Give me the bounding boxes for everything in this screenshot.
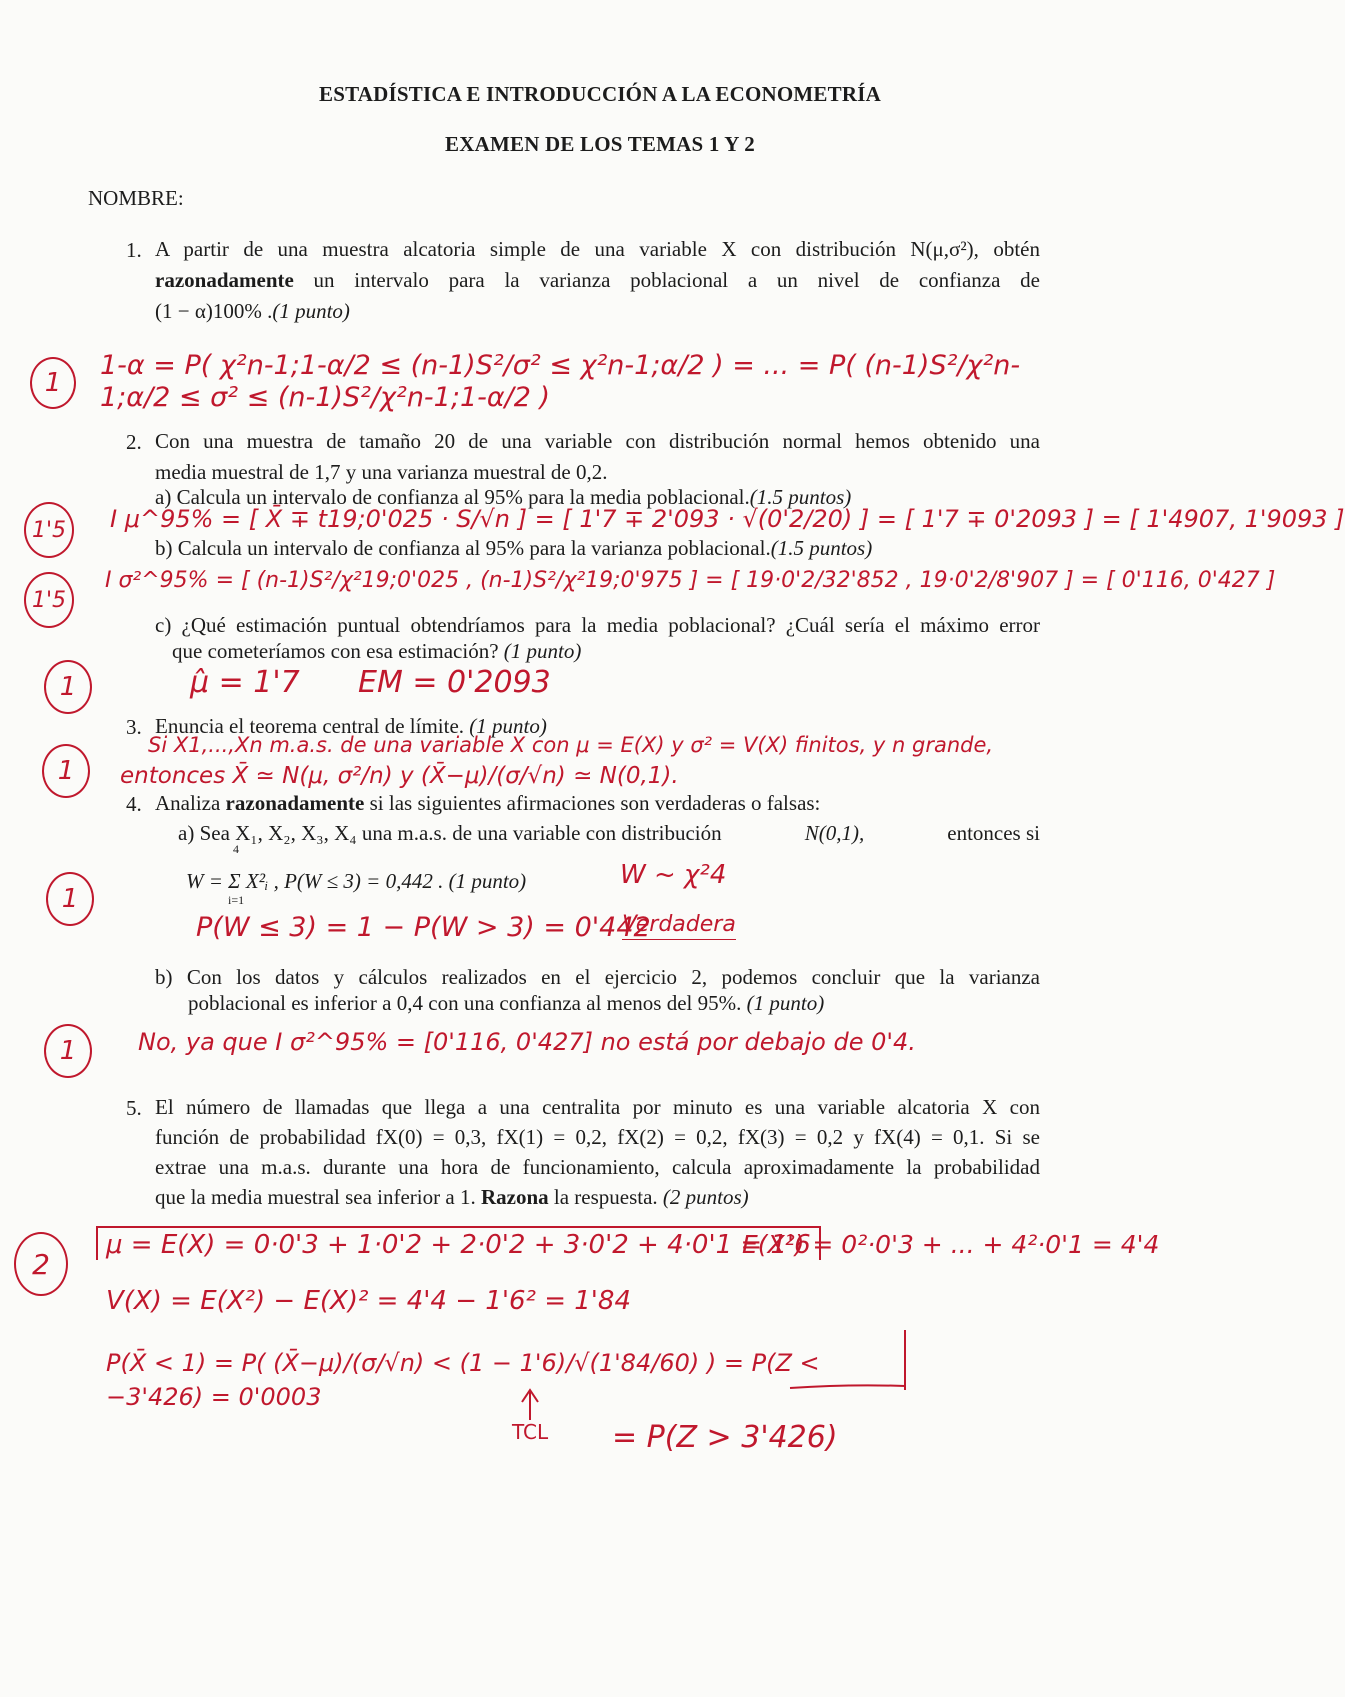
q2b-points: (1.5 puntos)	[770, 536, 873, 560]
q4a-score-circle: 1	[46, 872, 94, 926]
q1-text-line1: A partir de una muestra alcatoria simple de una variable X con distribución N(μ,σ²), obtén	[155, 237, 1040, 261]
q2b-answer: I σ²^95% = [ (n-1)S²/χ²19;0'025 , (n-1)S²/χ²19;0'975 ] = [ 19·0'2/32'852 , 19·0'2/8'907 ] = [ 0'116, 0'427 ]	[105, 568, 1276, 593]
q3-number: 3.	[126, 715, 142, 739]
q2a-statement: a) Calcula un intervalo de confianza al 95% para la media poblacional.	[155, 485, 750, 509]
q5-answer-tcl: TCL	[512, 1420, 549, 1444]
q4a-points: (1 punto)	[448, 869, 527, 893]
q4a-sum-top: 4	[233, 842, 239, 856]
q1-bold: razonadamente	[155, 268, 294, 292]
q5-answer-mean: μ = E(X) = 0·0'3 + 1·0'2 + 2·0'2 + 3·0'2 + 4·0'1 = 1'6	[96, 1226, 821, 1260]
underline-stroke	[790, 1385, 905, 1388]
q5-score-circle: 2	[14, 1232, 68, 1296]
q3-points: (1 punto)	[469, 714, 547, 738]
q4b-statement: poblacional es inferior a 0,4 con una confianza al menos del 95%.	[188, 991, 742, 1015]
q5-text-line2: función de probabilidad fX(0) = 0,3, fX(1) = 0,2, fX(2) = 0,2, fX(3) = 0,2 y fX(4) = 0,1. Si se	[155, 1125, 1040, 1149]
q5-answer-probability: P(X̄ < 1) = P( (X̄−μ)/(σ/√n) < (1 − 1'6)/√(1'84/60) ) = P(Z < −3'426) = 0'0003	[106, 1349, 820, 1411]
q1-text-line2-rest: un intervalo para la varianza poblacional a un nivel de confianza de	[313, 268, 1040, 292]
q2-text-line1: Con una muestra de tamaño 20 de una variable con distribución normal hemos obtenido una	[155, 429, 1040, 453]
q2-number: 2.	[126, 430, 142, 454]
q3-statement: Enuncia el teorema central de límite.	[155, 714, 465, 738]
q4a-sum-bottom: i=1	[228, 893, 245, 907]
q1-number: 1.	[126, 238, 142, 262]
q2b-statement: b) Calcula un intervalo de confianza al 95% para la varianza poblacional.	[155, 536, 771, 560]
q5-statement: que la media muestral sea inferior a 1.	[155, 1185, 476, 1209]
q1-score-circle: 1	[30, 357, 76, 409]
q2b-score-circle: 1'5	[24, 572, 74, 628]
q3-answer-line1: Si X1,...,Xn m.a.s. de una variable X con μ = E(X) y σ² = V(X) finitos, y n grande,	[148, 733, 994, 757]
q5-bold: Razona	[480, 1185, 549, 1209]
q4a-statement-end: entonces si	[947, 821, 1040, 845]
q1-points: (1 punto)	[272, 299, 350, 323]
q2c-statement: que cometeríamos con esa estimación?	[172, 639, 499, 663]
q2a-points: (1.5 puntos)	[749, 485, 852, 509]
q5-points: (2 puntos)	[662, 1185, 749, 1209]
q4-text-start: Analiza	[155, 791, 221, 815]
q4-bold: razonadamente	[225, 791, 365, 815]
q2c-answer-error: EM = 0'2093	[358, 665, 551, 700]
q2a-answer: I μ^95% = [ X̄ ∓ t19;0'025 · S/√n ] = [ 1'7 ∓ 2'093 · √(0'2/20) ] = [ 1'7 ∓ 0'2093 ] = [ 1'4907, 1'9093 ]	[110, 505, 1345, 533]
q2c-score-circle: 1	[44, 660, 92, 714]
name-label: NOMBRE:	[88, 186, 184, 210]
q4a-distribution: N(0,1),	[804, 821, 865, 845]
q4a-answer-dist: W ~ χ²4	[620, 860, 727, 890]
q4b-answer: No, ya que I σ²^95% = [0'116, 0'427] no está por debajo de 0'4.	[138, 1028, 916, 1056]
q3-answer-line2: entonces X̄ ≃ N(μ, σ²/n) y (X̄−μ)/(σ/√n) ≃ N(0,1).	[120, 763, 679, 789]
q2c-text-line1: c) ¿Qué estimación puntual obtendríamos para la media poblacional? ¿Cuál sería el máximo error	[155, 613, 1040, 637]
q5-text-line1: El número de llamadas que llega a una centralita por minuto es una variable alcatoria X con	[155, 1095, 1040, 1119]
q4a-statement: a) Sea X₁, X₂, X₃, X₄ una m.a.s. de una variable con distribución	[178, 821, 722, 845]
q4a-answer-verdict: Verdadera	[622, 912, 736, 940]
q2a-score-circle: 1'5	[24, 502, 74, 558]
q5-text-line3: extrae una m.a.s. durante una hora de funcionamiento, calcula aproximadamente la probabilidad	[155, 1155, 1040, 1179]
q1-confidence: (1 − α)100% .	[155, 299, 273, 323]
q4-number: 4.	[126, 792, 142, 816]
exam-title: EXAMEN DE LOS TEMAS 1 Y 2	[445, 132, 755, 156]
q4-text-end: si las siguientes afirmaciones son verdaderas o falsas:	[369, 791, 821, 815]
tcl-arrow	[522, 1390, 538, 1420]
q2c-answer-estimate: μ̂ = 1'7	[190, 665, 300, 700]
q5-answer-symmetric: = P(Z > 3'426)	[612, 1420, 838, 1455]
course-title: ESTADÍSTICA E INTRODUCCIÓN A LA ECONOMETRÍA	[319, 82, 881, 106]
q2c-points: (1 punto)	[503, 639, 582, 663]
q4a-formula-text: W = Σ X²ᵢ , P(W ≤ 3) = 0,442 .	[186, 869, 444, 893]
q5-answer-variance: V(X) = E(X²) − E(X)² = 4'4 − 1'6² = 1'84	[106, 1286, 632, 1316]
q4b-text-line1: b) Con los datos y cálculos realizados en el ejercicio 2, podemos concluir que la varianza	[155, 965, 1040, 989]
q4b-points: (1 punto)	[746, 991, 825, 1015]
q5-number: 5.	[126, 1096, 142, 1120]
q5-statement-end: la respuesta.	[553, 1185, 658, 1209]
q2-text-line2: media muestral de 1,7 y una varianza muestral de 0,2.	[155, 460, 608, 484]
q4a-answer-calc: P(W ≤ 3) = 1 − P(W > 3) = 0'442	[196, 912, 651, 943]
q5-answer-second-moment: E(X²) = 0²·0'3 + ... + 4²·0'1 = 4'4	[742, 1230, 1160, 1259]
q3-score-circle: 1	[42, 744, 90, 798]
q4b-score-circle: 1	[44, 1024, 92, 1078]
q1-answer: 1-α = P( χ²n-1;1-α/2 ≤ (n-1)S²/σ² ≤ χ²n-1;α/2 ) = ... = P( (n-1)S²/χ²n-1;α/2 ≤ σ² ≤ (n-1)S²/χ²n-1;1-α/2 )	[100, 350, 1021, 413]
